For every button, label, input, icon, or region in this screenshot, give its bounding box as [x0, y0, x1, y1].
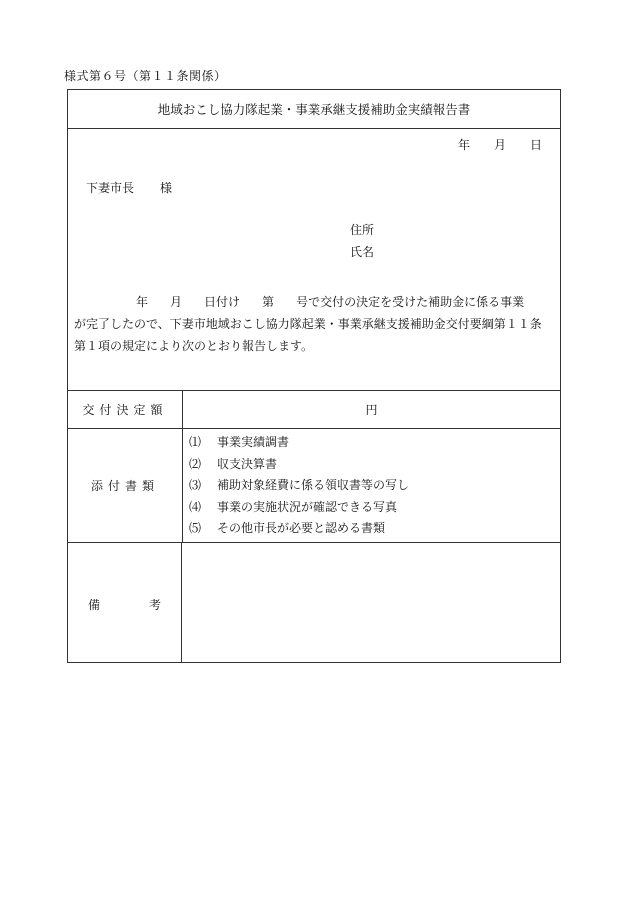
attachments-cell	[183, 428, 560, 542]
date-month: 月	[493, 138, 506, 152]
report-day: 日付け	[204, 295, 241, 309]
remarks-row	[68, 542, 560, 662]
report-form-frame	[67, 89, 561, 663]
remarks-label-right: 考	[148, 598, 161, 612]
attachments-list	[189, 432, 409, 540]
amount-row	[68, 390, 560, 429]
addressee	[86, 179, 172, 196]
attachments-label: 添付書類	[68, 428, 183, 542]
form-title: 地域おこし協力隊起業・事業承継支援補助金実績報告書	[68, 90, 560, 129]
applicant-name-label: 氏名	[350, 245, 375, 259]
list-item: ⑷ 事業の実施状況が確認できる写真	[189, 499, 398, 514]
list-item: ⑵ 収支決算書	[189, 456, 278, 471]
amount-value-cell	[183, 390, 560, 428]
report-line-2: が完了したので、下妻市地域おこし協力隊起業・事業承継支援補助金交付要綱第１１条	[74, 317, 542, 331]
report-line-3: 第１項の規定により次のとおり報告します。	[74, 339, 314, 353]
report-body-section	[68, 128, 560, 391]
attachments-row	[68, 428, 560, 543]
list-item: ⑸ その他市長が必要と認める書類	[189, 521, 386, 535]
report-line-1	[74, 291, 558, 313]
report-statement	[74, 291, 558, 357]
amount-unit: 円	[365, 402, 378, 417]
remarks-cell	[183, 542, 560, 662]
list-item: ⑴ 事業実績調書	[189, 435, 290, 449]
remarks-label-left: 備	[88, 598, 101, 612]
report-number-prefix: 第	[262, 295, 275, 309]
amount-label: 交付決定額	[68, 390, 183, 428]
addressee-name: 下妻市長	[86, 181, 135, 195]
report-date-line	[458, 136, 542, 153]
report-line-1-rest: 号で交付の決定を受けた補助金に係る事業	[296, 295, 525, 309]
form-number: 様式第６号（第１１条関係）	[64, 69, 227, 83]
list-item: ⑶ 補助対象経費に係る領収書等の写し	[189, 478, 410, 492]
date-day: 日	[529, 138, 542, 152]
remarks-label	[68, 542, 182, 662]
applicant-address-label: 住所	[350, 223, 375, 237]
date-year: 年	[457, 138, 470, 152]
addressee-honorific: 様	[160, 181, 173, 195]
report-month: 月	[170, 295, 183, 309]
report-year: 年	[136, 295, 149, 309]
